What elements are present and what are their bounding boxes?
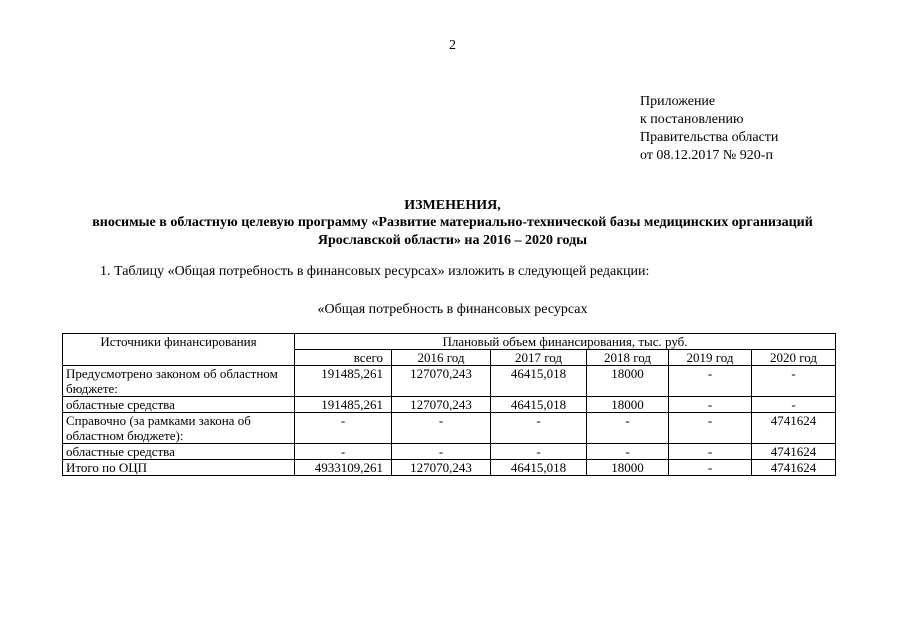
cell-value: -	[669, 460, 752, 476]
row-label: областные средства	[63, 444, 295, 460]
header-source: Источники финансирования	[63, 334, 295, 366]
appendix-line: от 08.12.2017 № 920-п	[640, 148, 773, 163]
cell-value: -	[295, 444, 392, 460]
cell-value: -	[752, 366, 836, 397]
document-title: ИЗМЕНЕНИЯ,	[404, 198, 501, 213]
cell-value: 4741624	[752, 460, 836, 476]
table-caption: «Общая потребность в финансовых ресурсах	[317, 302, 588, 317]
table-row	[63, 397, 836, 413]
column-header: 2019 год	[669, 350, 752, 366]
cell-value: 191485,261	[295, 366, 392, 397]
cell-value: -	[587, 413, 669, 444]
cell-value: 4933109,261	[295, 460, 392, 476]
cell-value: -	[669, 397, 752, 413]
column-header: 2017 год	[491, 350, 587, 366]
table-row	[63, 366, 836, 397]
cell-value: 46415,018	[491, 397, 587, 413]
cell-value: 4741624	[752, 413, 836, 444]
cell-value: 127070,243	[392, 397, 491, 413]
table-row-total	[63, 460, 836, 476]
cell-value: 127070,243	[392, 460, 491, 476]
document-subtitle: вносимые в областную целевую программу «Развитие материально-технической базы медицинских организаций Ярославской области» на 2016 – 2020 годы	[92, 215, 813, 248]
row-label: Предусмотрено законом об областном бюджете:	[63, 366, 295, 397]
cell-value: 18000	[587, 460, 669, 476]
table-header-row	[63, 334, 836, 350]
page-number: 2	[449, 38, 456, 53]
column-header: всего	[295, 350, 392, 366]
cell-value: -	[669, 366, 752, 397]
row-label: Итого по ОЦП	[63, 460, 295, 476]
cell-value: -	[295, 413, 392, 444]
column-header: 2016 год	[392, 350, 491, 366]
cell-value: 127070,243	[392, 366, 491, 397]
header-plan: Плановый объем финансирования, тыс. руб.	[295, 334, 836, 350]
cell-value: -	[669, 444, 752, 460]
cell-value: 4741624	[752, 444, 836, 460]
cell-value: 46415,018	[491, 366, 587, 397]
cell-value: -	[491, 444, 587, 460]
appendix-line: Приложение	[640, 94, 716, 109]
cell-value: -	[752, 397, 836, 413]
cell-value: 46415,018	[491, 460, 587, 476]
cell-value: 191485,261	[295, 397, 392, 413]
cell-value: 18000	[587, 366, 669, 397]
table-row	[63, 413, 836, 444]
body-paragraph: 1. Таблицу «Общая потребность в финансовых ресурсах» изложить в следующей редакции:	[100, 264, 650, 279]
row-label: Справочно (за рамками закона об областном бюджете):	[63, 413, 295, 444]
row-label: областные средства	[63, 397, 295, 413]
column-header: 2020 год	[752, 350, 836, 366]
cell-value: -	[491, 413, 587, 444]
cell-value: 18000	[587, 397, 669, 413]
appendix-line: к постановлению	[640, 112, 744, 127]
cell-value: -	[392, 413, 491, 444]
financing-table	[62, 333, 836, 476]
column-header: 2018 год	[587, 350, 669, 366]
appendix-block	[640, 93, 778, 165]
cell-value: -	[669, 413, 752, 444]
appendix-line: Правительства области	[640, 130, 779, 145]
cell-value: -	[587, 444, 669, 460]
table-row	[63, 444, 836, 460]
cell-value: -	[392, 444, 491, 460]
